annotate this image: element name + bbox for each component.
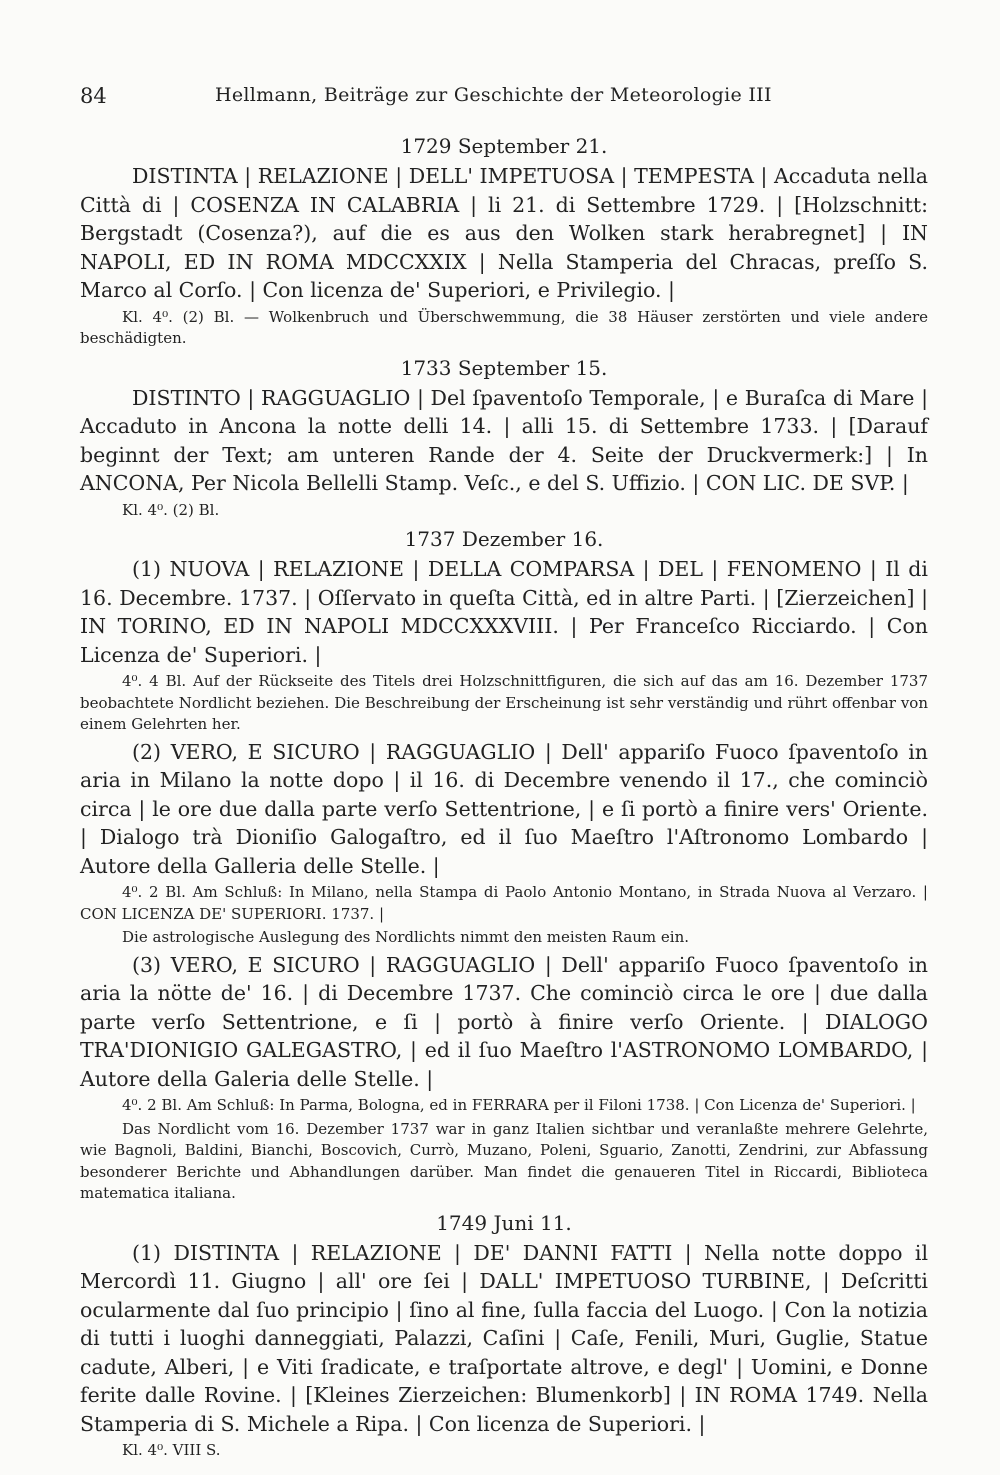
entry-1749: (1) DISTINTA | RELAZIONE | DE' DANNI FATTI | Nella notte doppo il Mercordì 11. Giugno | all' ore ſei | DALL' IMPETUOSO TURBINE, | Deſcritti ocularmente dal ſuo principio | ſino al fine, ſulla faccia del Luogo. | Con la notizia di tutti i luoghi danneggiati, Palazzi, Caſini | Caſe, Fenili, Muri, Guglie, Statue cadute, Alberi, | e Viti ſradicate, e traſportate altrove, e degl' | Uomini, e Donne ferite dalle Rovine. | [Kleines Zierzeichen: Blumenkorb] | IN ROMA 1749. Nella Stamperia di S. Michele a Ripa. | Con licenza de Superiori. | [80,1240,928,1436]
note-1749: Kl. 4⁰. VIII S. [122,1441,221,1459]
note-1737-2b: Die astrologische Auslegung des Nordlichts nimmt den meisten Raum ein. [122,928,690,946]
note-1737-3b: Das Nordlicht vom 16. Dezember 1737 war in ganz Italien sichtbar und veranlaßte mehrere Gelehrte, wie Bagnoli, Baldini, Bianchi, Boscovich, Currò, Muzano, Poleni, Sguario, Zanotti, Zendrini, zur Abfassung besonderer Berichte und Abhandlungen darüber. Man findet die genaueren Titel in Riccardi, Biblioteca matematica italiana. [80,1119,928,1202]
running-head: Hellmann, Beiträge zur Geschichte der Meteorologie III [215,84,772,106]
entry-1733: DISTINTO | RAGGUAGLIO | Del ſpaventoſo Temporale, | e Buraſca di Mare | Accaduto in Ancona la notte delli 14. | alli 15. di Settembre 1733. | [Darauf beginnt der Text; am unteren Rande der 4. Seite der Druckvermerk:] | In ANCONA, Per Nicola Bellelli Stamp. Veſc., e del S. Uffizio. | CON LIC. DE SVP. | [80,385,928,495]
note-1737-3a: 4⁰. 2 Bl. Am Schluß: In Parma, Bologna, ed in FERRARA per il Filoni 1738. | Con Licenza de' Superiori. | [122,1096,916,1114]
note-1737-1: 4⁰. 4 Bl. Auf der Rückseite des Titels drei Holzschnittfiguren, die sich auf das am 16. Dezember 1737 beobachtete Nordlicht beziehen. Die Beschreibung der Erscheinung ist sehr verständig und rührt offenbar von einem Gelehrten her. [80,672,928,733]
entry-1737-2: (2) VERO, E SICURO | RAGGUAGLIO | Dell' appariſo Fuoco ſpaventoſo in aria in Milano la notte dopo | il 16. di Decembre venendo il 17., che cominciò circa | le ore due dalla parte verſo Settentrione, | e ſi portò a finire vers' Oriente. | Dialogo trà Dioniſio Galogaſtro, ed il ſuo Maeſtro l'Aſtronomo Lombardo | Autore della Galleria delle Stelle. | [80,739,928,878]
note-1733: Kl. 4⁰. (2) Bl. [122,500,220,519]
date-heading-1733: 1733 September 15. [400,355,608,380]
date-heading-1737: 1737 Dezember 16. [404,527,604,551]
page-number: 84 [80,84,107,108]
page-body [80,128,928,1464]
note-1737-2a: 4⁰. 2 Bl. Am Schluß: In Milano, nella Stampa di Paolo Antonio Montano, in Strada Nuova al Verzaro. | CON LICENZA DE' SUPERIORI. 1737. | [80,883,928,923]
entry-1737-3: (3) VERO, E SICURO | RAGGUAGLIO | Dell' appariſo Fuoco ſpaventoſo in aria la nötte de' 16. | di Decembre 1737. Che cominciò circa le ore | due dalla parte verſo Settentrione, e ſi | portò à finire verſo Oriente. | DIALOGO TRA'DIONIGIO GALEGASTRO, | ed il ſuo Maeſtro l'ASTRONOMO LOMBARDO, | Autore della Galeria delle Stelle. | [80,952,928,1091]
date-heading-1749: 1749 Juni 11. [436,1210,572,1235]
note-1729: Kl. 4⁰. (2) Bl. — Wolkenbruch und Überschwemmung, die 38 Häuser zerstörten und viele andere beschädigten. [80,307,928,347]
date-heading-1729: 1729 September 21. [400,134,608,158]
entry-1737-1: (1) NUOVA | RELAZIONE | DELLA COMPARSA | DEL | FENOMENO | Il di 16. Decembre. 1737. | Oſſervato in queſta Città, ed in altre Parti. | [Zierzeichen] | IN TORINO, ED IN NAPOLI MDCCXXXVIII. | Per Franceſco Ricciardo. | Con Licenza de' Superiori. | [80,557,928,667]
entry-1729: DISTINTA | RELAZIONE | DELL' IMPETUOSA | TEMPESTA | Accaduta nella Città di | COSENZA IN CALABRIA | li 21. di Settembre 1729. | [Holzschnitt: Bergstadt (Cosenza?), auf die es aus den Wolken stark herabregnet] | IN NAPOLI, ED IN ROMA MDCCXXIX | Nella Stamperia del Chracas, preſſo S. Marco al Corſo. | Con licenza de' Superiori, e Privilegio. | [80,164,928,302]
page-header [80,84,930,118]
